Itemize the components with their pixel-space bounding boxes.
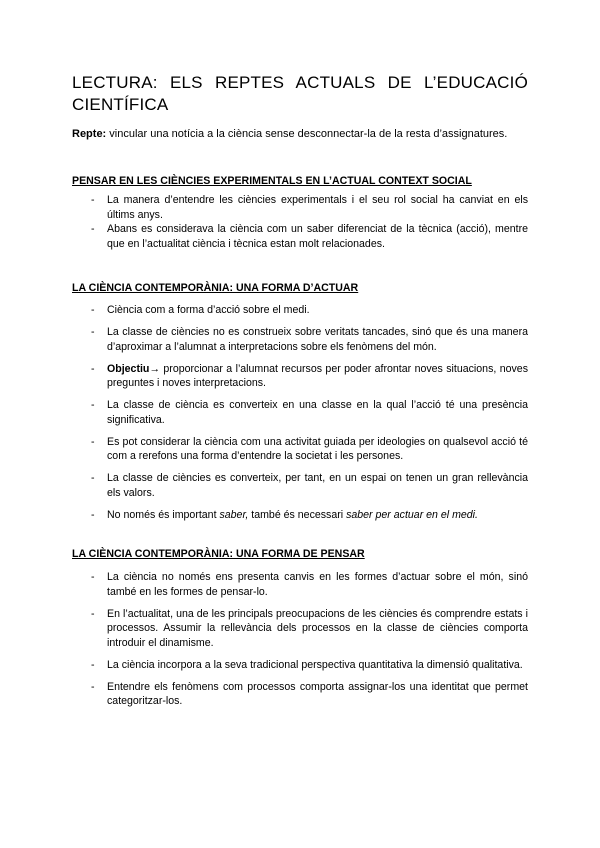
list-item: - La classe de ciències es converteix, per tant, en un espai on tenen un gran rellevància els valors. — [72, 471, 528, 500]
list-item-text: No només és important — [107, 508, 220, 521]
list-item: - La manera d’entendre les ciències experimentals i el seu rol social ha canviat en els últims anys. — [72, 193, 528, 222]
objective-text: → proporcionar a l’alumnat recursos per poder afrontar noves situacions, noves preguntes i noves interpretacions. — [107, 362, 528, 389]
section-list-context — [72, 193, 528, 251]
list-item: - Entendre els fenòmens com processos comporta assignar-los una identitat que permet categoritzar-los. — [72, 680, 528, 709]
emphasis-saber-actuar: saber per actuar en el medi. — [346, 508, 478, 521]
section-heading-pensar: LA CIÈNCIA CONTEMPORÀNIA: UNA FORMA DE PENSAR — [72, 548, 365, 560]
section-heading-actuar: LA CIÈNCIA CONTEMPORÀNIA: UNA FORMA D’ACTUAR — [72, 282, 359, 294]
list-item-text: també és necessari — [248, 508, 347, 521]
section-list-actuar — [72, 303, 528, 530]
list-item: - La ciència no només ens presenta canvis en les formes d’actuar sobre el món, sinó també en les formes de pensar-lo. — [72, 570, 528, 599]
challenge-text: vincular una notícia a la ciència sense desconnectar-la de la resta d’assignatures. — [106, 128, 508, 140]
list-item: - Es pot considerar la ciència com una activitat guiada per ideologies on qualsevol acció té com a rerefons una forma d’entendre la societat i les persones. — [72, 435, 528, 464]
list-item: - Abans es considerava la ciència com un saber diferenciat de la tècnica (acció), mentre que en l’actualitat ciència i tècnica estan molt relacionades. — [72, 222, 528, 251]
list-item: - En l’actualitat, una de les principals preocupacions de les ciències és comprendre estats i processos. Assumir la rellevància dels processos en la classe de ciències comporta introduir el dinamisme. — [72, 607, 528, 651]
list-item — [72, 508, 528, 523]
emphasis-saber: saber, — [219, 508, 249, 521]
section-list-pensar — [72, 570, 528, 716]
challenge-statement — [72, 127, 532, 141]
page-title: LECTURA: ELS REPTES ACTUALS DE L’EDUCACIÓ CIENTÍFICA — [72, 73, 528, 114]
list-item: - La classe de ciències no es construeix sobre veritats tancades, sinó que és una manera d’aproximar a l’alumnat a interpretacions sobre els fenòmens del món. — [72, 325, 528, 354]
list-item: - La classe de ciència es converteix en una classe en la qual l’acció té una presència significativa. — [72, 398, 528, 427]
objective-label: Objectiu — [107, 362, 150, 375]
list-item — [72, 362, 528, 391]
list-item: - La ciència incorpora a la seva tradicional perspectiva quantitativa la dimensió qualitativa. — [72, 658, 528, 673]
challenge-label: Repte: — [72, 128, 107, 140]
section-heading-context: PENSAR EN LES CIÈNCIES EXPERIMENTALS EN L’ACTUAL CONTEXT SOCIAL — [72, 175, 472, 187]
list-item: - Ciència com a forma d’acció sobre el medi. — [72, 303, 528, 318]
